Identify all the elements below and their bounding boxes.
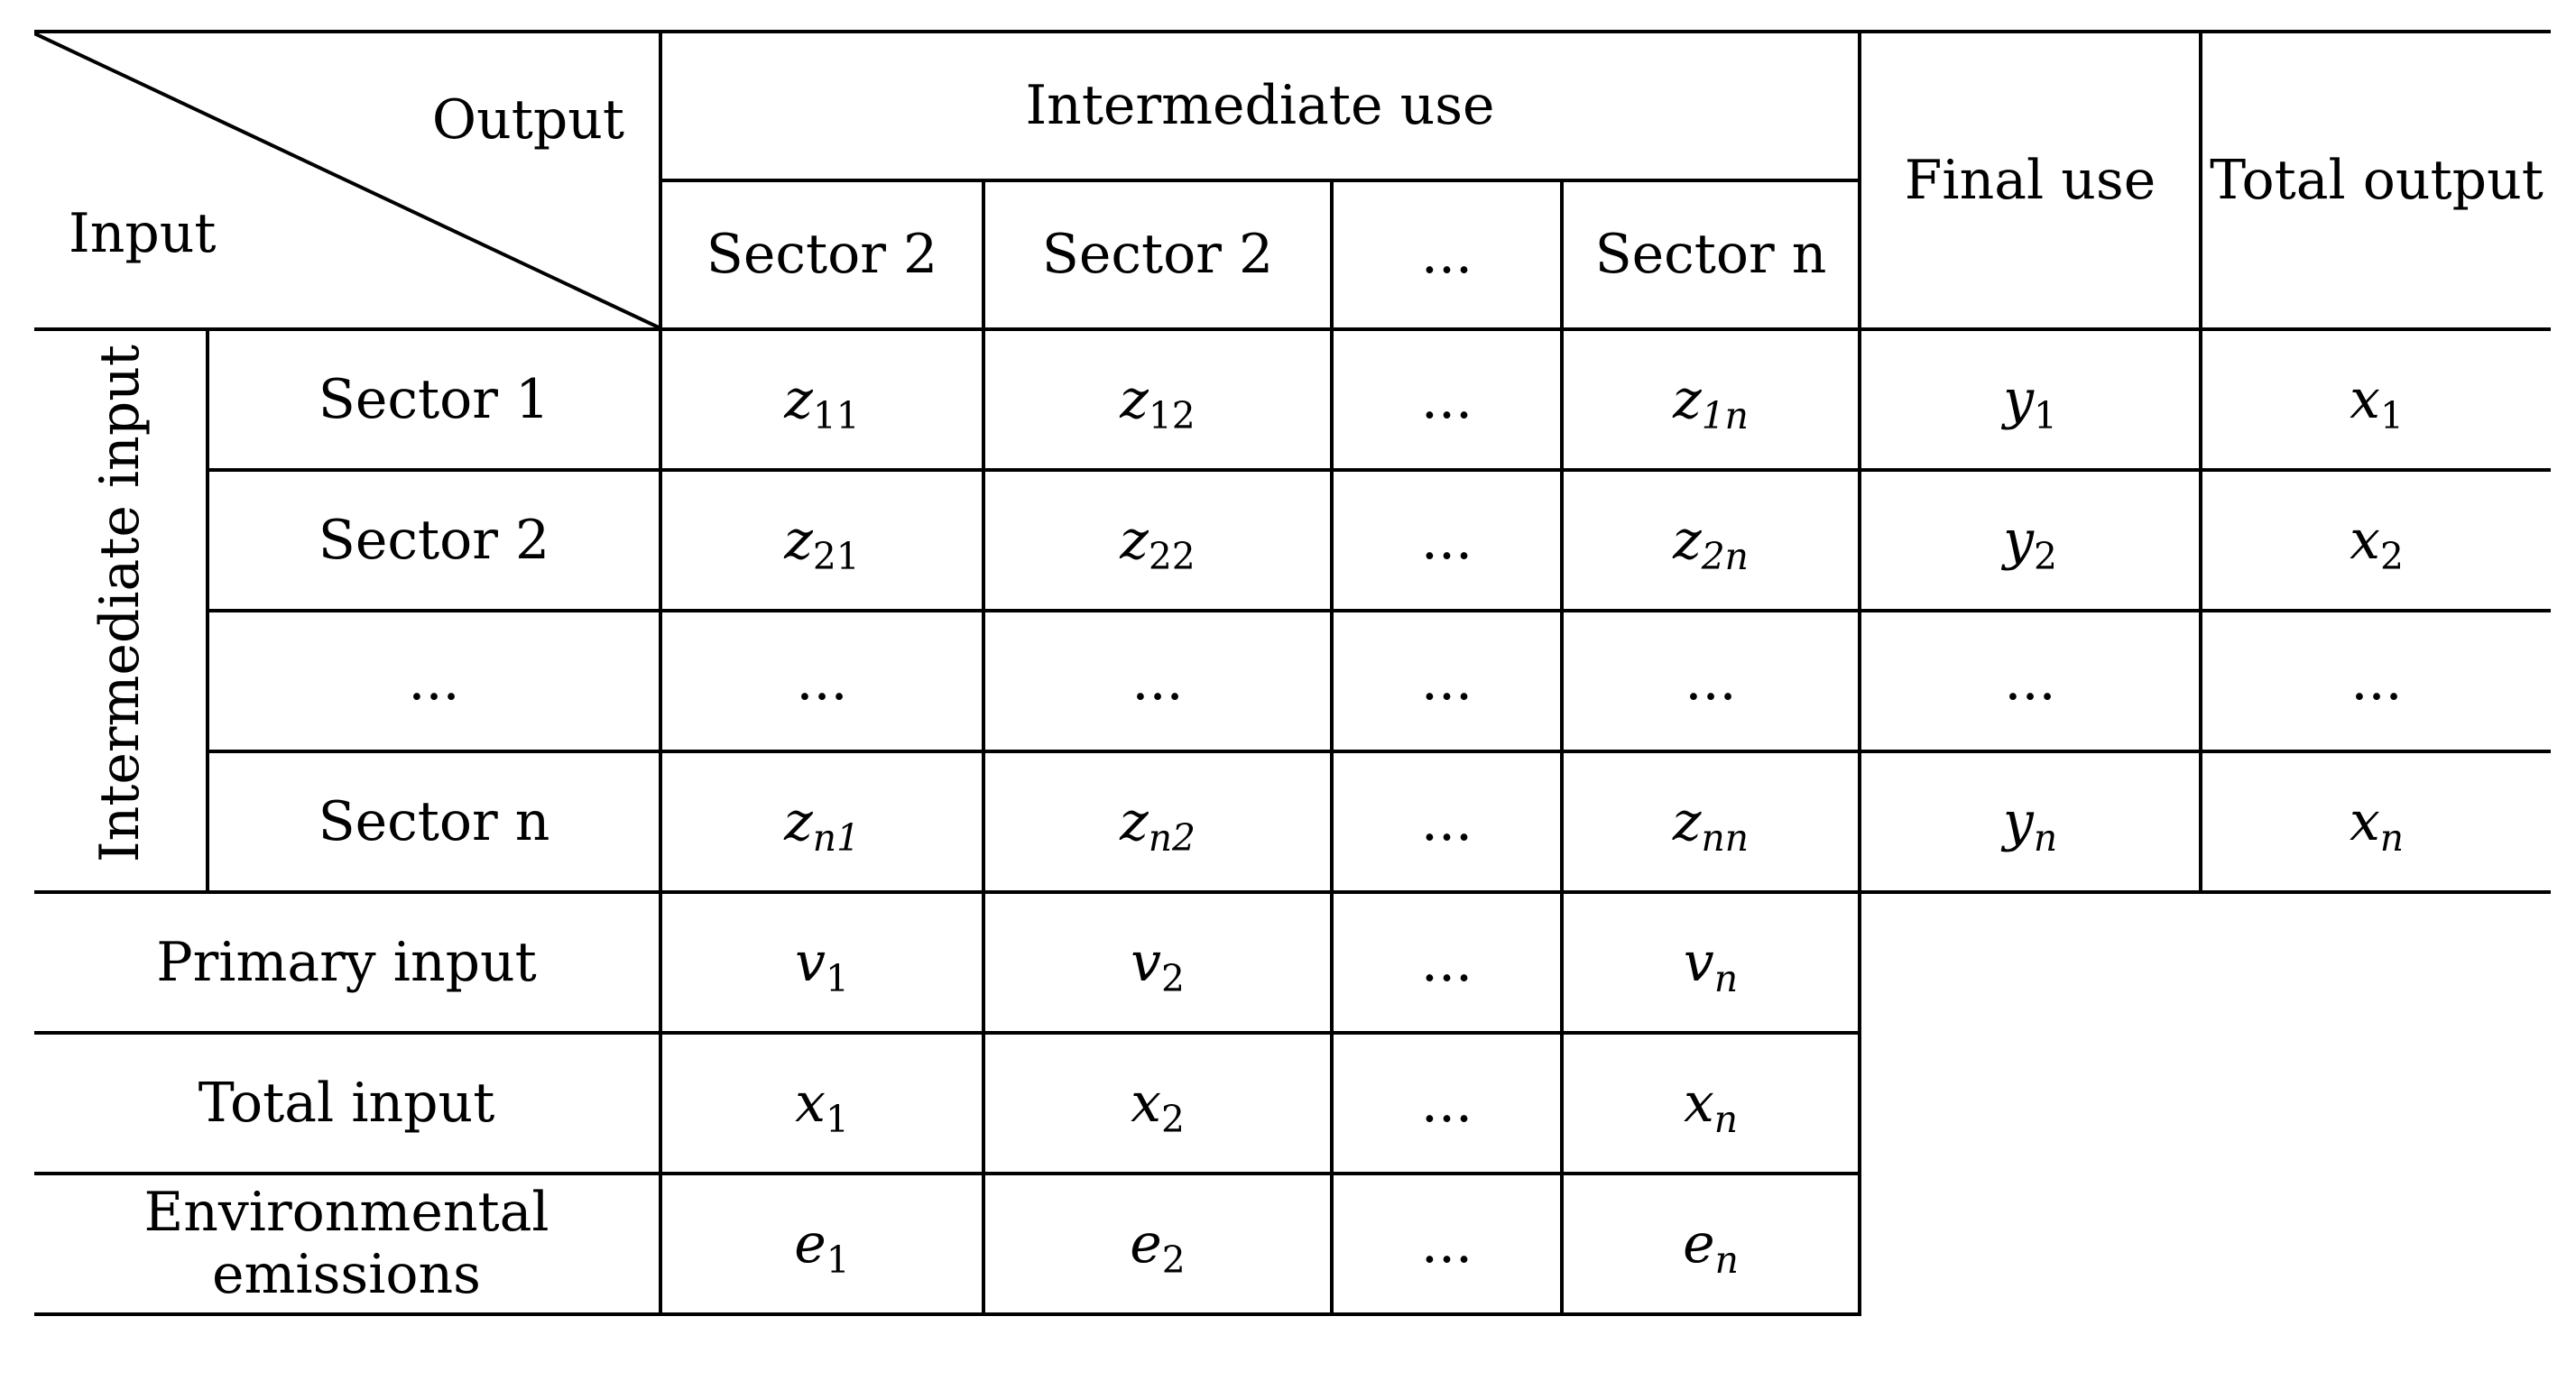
table-cell [1562, 892, 1860, 1033]
row-label: Sector n [208, 751, 660, 892]
math-symbol: $e_2$ [1130, 1211, 1186, 1282]
math-symbol: $v_2$ [1131, 930, 1185, 1000]
table-cell: ... [1332, 892, 1562, 1033]
row-label: Total input [34, 1033, 660, 1174]
math-symbol: $v_n$ [1683, 930, 1739, 1000]
total-output-cell [2201, 470, 2551, 611]
math-symbol: $z_{n1}$ [784, 789, 860, 860]
final-use-cell [1860, 329, 2201, 470]
math-symbol: $z_{22}$ [1120, 508, 1196, 578]
table-cell [660, 1174, 983, 1314]
intermediate-input-group-label [34, 329, 208, 892]
row-label: ... [208, 611, 660, 751]
math-symbol: $z_{21}$ [784, 508, 860, 578]
total-output-cell [2201, 751, 2551, 892]
math-symbol: $y_n$ [2002, 789, 2058, 860]
table-cell [983, 751, 1332, 892]
intermediate-input-label: Intermediate input [88, 345, 152, 863]
table-cell [983, 892, 1332, 1033]
math-symbol: $v_1$ [795, 930, 849, 1000]
table-cell [983, 470, 1332, 611]
math-symbol: $z_{2n}$ [1673, 508, 1749, 578]
total-output-cell: ... [2201, 611, 2551, 751]
intermediate-input-block [34, 329, 2551, 892]
bottom-rows-block [34, 892, 2551, 1314]
table-cell [660, 751, 983, 892]
table-cell [660, 1033, 983, 1174]
math-symbol: $x_n$ [2349, 789, 2405, 860]
math-symbol: $x_1$ [795, 1071, 849, 1141]
table-cell [1562, 329, 1860, 470]
math-symbol: $z_{12}$ [1120, 367, 1196, 437]
sector-column-header: Sector n [1562, 180, 1860, 329]
table-row [34, 329, 2551, 470]
final-use-cell: ... [1860, 611, 2201, 751]
math-symbol: $x_2$ [1131, 1071, 1185, 1141]
empty-region [1860, 892, 2551, 1314]
table-row [34, 470, 2551, 611]
corner-header-cell [34, 32, 660, 329]
row-label: Sector 1 [208, 329, 660, 470]
table-cell [660, 892, 983, 1033]
corner-input-label: Input [69, 202, 217, 265]
math-symbol: $y_2$ [2003, 508, 2057, 578]
intermediate-use-header: Intermediate use [660, 32, 1860, 180]
math-symbol: $z_{1n}$ [1673, 367, 1749, 437]
sector-column-header: ... [1332, 180, 1562, 329]
table-row [34, 751, 2551, 892]
table-cell: ... [1332, 329, 1562, 470]
corner-output-label: Output [431, 88, 624, 152]
sector-column-header: Sector 2 [660, 180, 983, 329]
table-cell [1562, 1174, 1860, 1314]
table-cell: ... [1562, 611, 1860, 751]
final-use-cell [1860, 470, 2201, 611]
math-symbol: $x_n$ [1683, 1071, 1739, 1141]
total-output-header: Total output [2201, 32, 2551, 329]
table-cell: ... [660, 611, 983, 751]
table-cell: ... [1332, 611, 1562, 751]
row-label: Primary input [34, 892, 660, 1033]
table-cell [983, 1174, 1332, 1314]
input-output-table [34, 30, 2551, 1316]
math-symbol: $z_{11}$ [784, 367, 860, 437]
table-row [34, 611, 2551, 751]
table-cell: ... [983, 611, 1332, 751]
math-symbol: $x_1$ [2350, 367, 2404, 437]
table-cell: ... [1332, 1174, 1562, 1314]
math-symbol: $e_1$ [794, 1211, 850, 1282]
table-row [34, 892, 2551, 1033]
math-symbol: $e_n$ [1683, 1211, 1739, 1282]
math-symbol: $x_2$ [2350, 508, 2404, 578]
math-symbol: $y_1$ [2003, 367, 2057, 437]
table-cell [983, 1033, 1332, 1174]
table-cell: ... [1332, 751, 1562, 892]
table-cell [983, 329, 1332, 470]
table-cell [660, 329, 983, 470]
table-cell [1562, 751, 1860, 892]
final-use-header: Final use [1860, 32, 2201, 329]
table-cell [1562, 470, 1860, 611]
table-cell [1562, 1033, 1860, 1174]
row-label: Sector 2 [208, 470, 660, 611]
table-cell: ... [1332, 470, 1562, 611]
table-cell [660, 470, 983, 611]
math-symbol: $z_{nn}$ [1672, 789, 1750, 860]
sector-column-header: Sector 2 [983, 180, 1332, 329]
math-symbol: $z_{n2}$ [1120, 789, 1196, 860]
final-use-cell [1860, 751, 2201, 892]
diagonal-divider [34, 33, 659, 327]
row-label: Environmental emissions [34, 1174, 660, 1314]
table-cell: ... [1332, 1033, 1562, 1174]
total-output-cell [2201, 329, 2551, 470]
